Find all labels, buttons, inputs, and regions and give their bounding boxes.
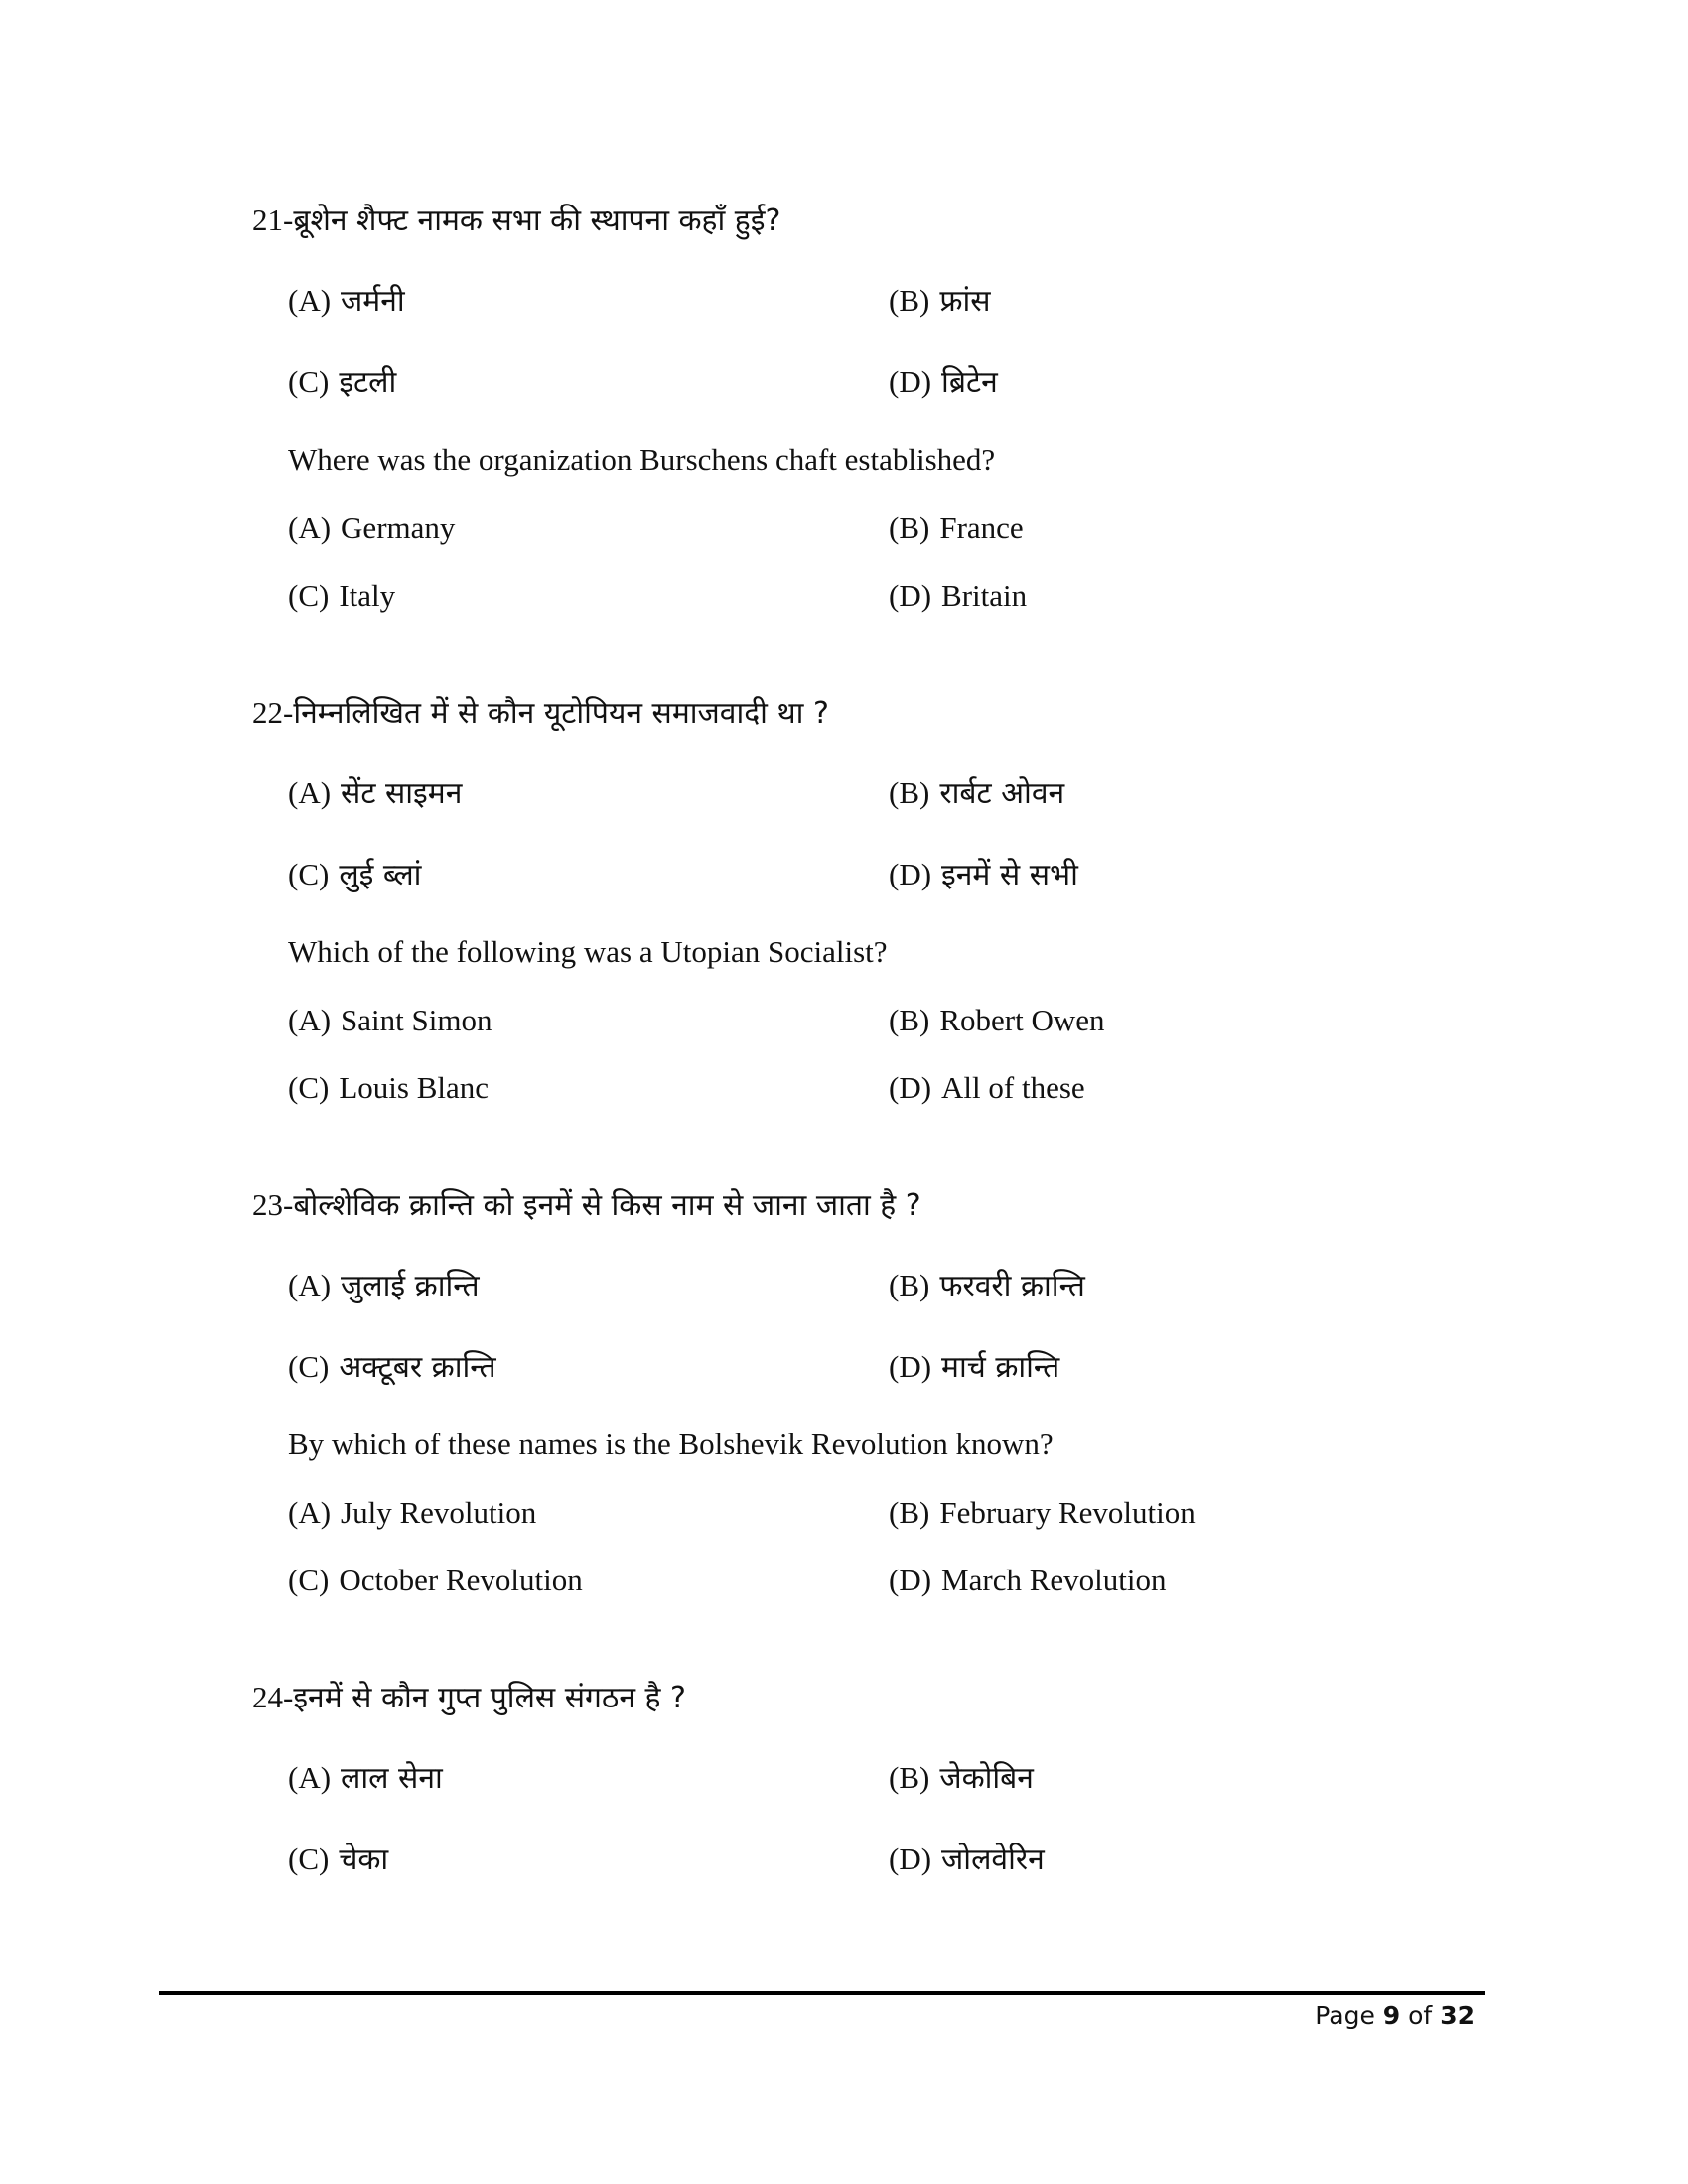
option-label: (B) <box>889 1760 930 1795</box>
question-hindi <box>252 1185 921 1226</box>
option-label: (A) <box>288 775 332 810</box>
question-text-hindi: ब्रूशेन शैफ्ट नामक सभा की स्थापना कहाँ हुई? <box>293 204 781 238</box>
option-text: चेका <box>339 1843 389 1877</box>
option-c <box>288 362 396 403</box>
option-label: (D) <box>889 1070 932 1105</box>
question-text-hindi: बोल्शेविक क्रान्ति को इनमें से किस नाम से जाना जाता है ? <box>293 1188 921 1223</box>
option-b <box>889 1266 1085 1306</box>
option-label: (A) <box>288 1003 332 1037</box>
option-c <box>288 1347 496 1388</box>
option-label: (D) <box>889 1349 932 1384</box>
option-a <box>288 281 405 322</box>
option-label: (B) <box>889 1495 930 1530</box>
option-label: (C) <box>288 1349 330 1384</box>
option-d <box>889 576 1027 615</box>
question-number: 23- <box>252 1187 294 1222</box>
option-text: मार्च क्रान्ति <box>941 1350 1060 1385</box>
option-b <box>889 508 1024 548</box>
option-text: Germany <box>341 510 456 545</box>
option-label: (D) <box>889 1563 932 1597</box>
option-text: Britain <box>941 578 1028 613</box>
question-english: By which of these names is the Bolshevik Revolution known? <box>288 1427 1054 1461</box>
option-text: जुलाई क्रान्ति <box>341 1269 480 1303</box>
option-d <box>889 1561 1166 1600</box>
option-text: ब्रिटेन <box>941 365 998 400</box>
question-number: 24- <box>252 1680 294 1714</box>
option-c <box>288 1561 583 1600</box>
option-label: (C) <box>288 1070 330 1105</box>
option-label: (A) <box>288 1495 332 1530</box>
option-label: (D) <box>889 857 932 891</box>
question-english: Where was the organization Burschens chaft established? <box>288 442 996 477</box>
option-d <box>889 362 998 403</box>
option-text: All of these <box>941 1070 1085 1105</box>
option-text: लुई ब्लां <box>339 858 422 892</box>
footer-rule <box>159 1991 1485 1995</box>
option-text: जर्मनी <box>341 284 405 319</box>
option-text: March Revolution <box>941 1563 1167 1597</box>
option-text: Louis Blanc <box>339 1070 489 1105</box>
option-a <box>288 1493 536 1533</box>
option-a <box>288 773 462 814</box>
option-text: जोलवेरिन <box>941 1843 1045 1877</box>
option-text: इटली <box>339 365 397 400</box>
option-label: (A) <box>288 283 332 318</box>
option-text: Saint Simon <box>341 1003 492 1037</box>
option-text: October Revolution <box>339 1563 583 1597</box>
option-text: इनमें से सभी <box>941 858 1078 892</box>
question-text-hindi: इनमें से कौन गुप्त पुलिस संगठन है ? <box>293 1681 686 1715</box>
option-a <box>288 1266 480 1306</box>
option-label: (C) <box>288 1842 330 1876</box>
option-c <box>288 1840 388 1880</box>
option-b <box>889 281 991 322</box>
page-word: Page <box>1315 2001 1375 2030</box>
option-b <box>889 773 1064 814</box>
option-label: (A) <box>288 1268 332 1302</box>
option-text: July Revolution <box>341 1495 537 1530</box>
option-a <box>288 1001 492 1040</box>
option-text: February Revolution <box>939 1495 1196 1530</box>
option-text: Robert Owen <box>939 1003 1105 1037</box>
question-text-hindi: निम्नलिखित में से कौन यूटोपियन समाजवादी था ? <box>293 696 829 731</box>
option-label: (B) <box>889 1268 930 1302</box>
option-text: जेकोबिन <box>939 1761 1034 1796</box>
option-b <box>889 1758 1034 1799</box>
option-label: (B) <box>889 1003 930 1037</box>
option-label: (D) <box>889 364 932 399</box>
option-label: (D) <box>889 578 932 613</box>
question-hindi <box>252 1678 686 1718</box>
option-b <box>889 1001 1104 1040</box>
option-label: (A) <box>288 1760 332 1795</box>
question-number: 21- <box>252 203 294 237</box>
option-c <box>288 576 395 615</box>
page-number <box>1315 2001 1475 2030</box>
question-english: Which of the following was a Utopian Socialist? <box>288 934 888 969</box>
option-text: Italy <box>339 578 396 613</box>
option-label: (C) <box>288 1563 330 1597</box>
option-label: (B) <box>889 775 930 810</box>
option-text: अक्टूबर क्रान्ति <box>339 1350 496 1385</box>
question-hindi <box>252 201 780 241</box>
question-hindi <box>252 693 829 734</box>
total-pages: 32 <box>1440 2001 1475 2030</box>
option-label: (C) <box>288 857 330 891</box>
option-c <box>288 1068 489 1108</box>
current-page: 9 <box>1382 2001 1401 2030</box>
option-d <box>889 1068 1085 1108</box>
option-text: फरवरी क्रान्ति <box>939 1269 1085 1303</box>
option-label: (B) <box>889 510 930 545</box>
option-text: France <box>939 510 1024 545</box>
option-label: (B) <box>889 283 930 318</box>
question-number: 22- <box>252 695 294 730</box>
option-label: (A) <box>288 510 332 545</box>
option-a <box>288 508 455 548</box>
of-word: of <box>1408 2001 1433 2030</box>
option-label: (D) <box>889 1842 932 1876</box>
option-d <box>889 1840 1045 1880</box>
option-d <box>889 1347 1059 1388</box>
option-b <box>889 1493 1196 1533</box>
option-label: (C) <box>288 364 330 399</box>
option-text: लाल सेना <box>341 1761 443 1796</box>
option-text: सेंट साइमन <box>341 776 463 811</box>
option-text: रार्बट ओवन <box>939 776 1065 811</box>
option-text: फ्रांस <box>939 284 991 319</box>
option-d <box>889 855 1078 895</box>
option-a <box>288 1758 443 1799</box>
option-c <box>288 855 421 895</box>
option-label: (C) <box>288 578 330 613</box>
